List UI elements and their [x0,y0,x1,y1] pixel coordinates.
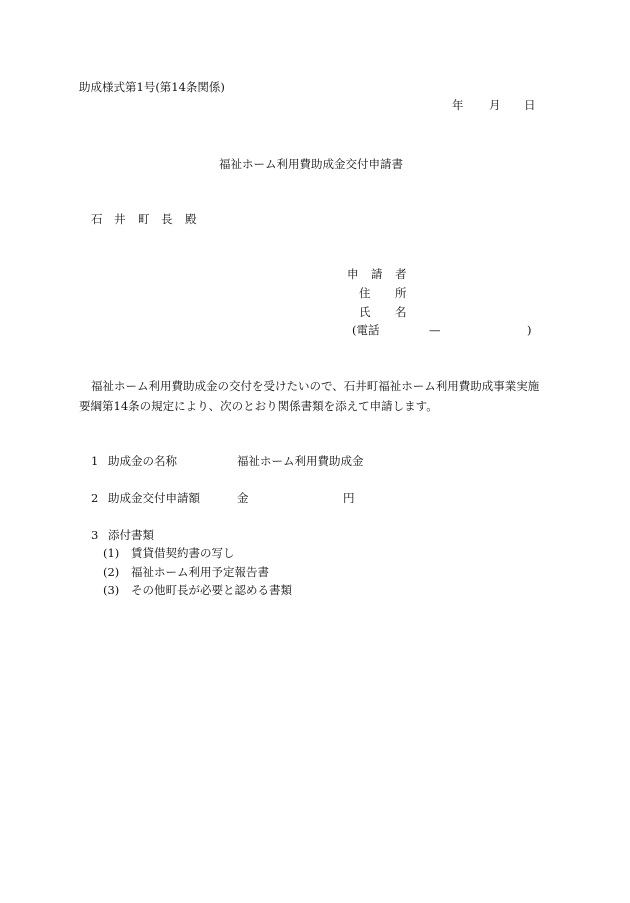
attachment-text: 福祉ホーム利用予定報告書 [131,565,269,579]
amount-unit: 円 [343,491,355,505]
attachment-number: (1) [103,546,120,560]
item-number: 1 [91,454,99,468]
phone-label: (電話 [352,323,380,337]
item-label: 助成金の名称 [108,454,177,468]
item-number: 2 [91,491,99,505]
item-label: 助成金交付申請額 [108,491,200,505]
body-line: 要綱第14条の規定により、次のとおり関係書類を添えて申請します。 [79,399,438,413]
attachment-number: (2) [103,565,120,579]
recipient-char: 石 [91,212,103,226]
recipient-char: 長 [161,212,173,226]
amount-prefix: 金 [237,491,249,505]
phone-dash: — [429,323,441,337]
recipient-char: 町 [138,212,150,226]
applicant-heading-char: 者 [395,267,407,281]
item-label: 添付書類 [108,528,154,542]
name-label-char: 名 [395,305,407,319]
recipient-char: 井 [114,212,126,226]
name-label-char: 氏 [359,305,371,319]
body-line: 福祉ホーム利用費助成金の交付を受けたいので、石井町福祉ホーム利用費助成事業実施 [91,379,540,393]
address-label-char: 住 [359,286,371,300]
date-day-label: 日 [524,98,536,112]
item-value: 福祉ホーム利用費助成金 [237,454,364,468]
applicant-heading-char: 申 [347,267,359,281]
item-number: 3 [91,528,99,542]
attachment-text: その他町長が必要と認める書類 [131,583,292,597]
date-year-label: 年 [452,98,464,112]
attachment-text: 賃貸借契約書の写し [131,546,235,560]
phone-close-paren: ) [527,323,532,337]
date-month-label: 月 [489,98,501,112]
address-label-char: 所 [395,286,407,300]
form-label: 助成様式第1号(第14条関係) [79,80,225,94]
attachment-number: (3) [103,583,120,597]
recipient-honorific: 殿 [185,212,197,226]
document-title: 福祉ホーム利用費助成金交付申請書 [219,157,403,171]
applicant-heading-char: 請 [371,267,383,281]
